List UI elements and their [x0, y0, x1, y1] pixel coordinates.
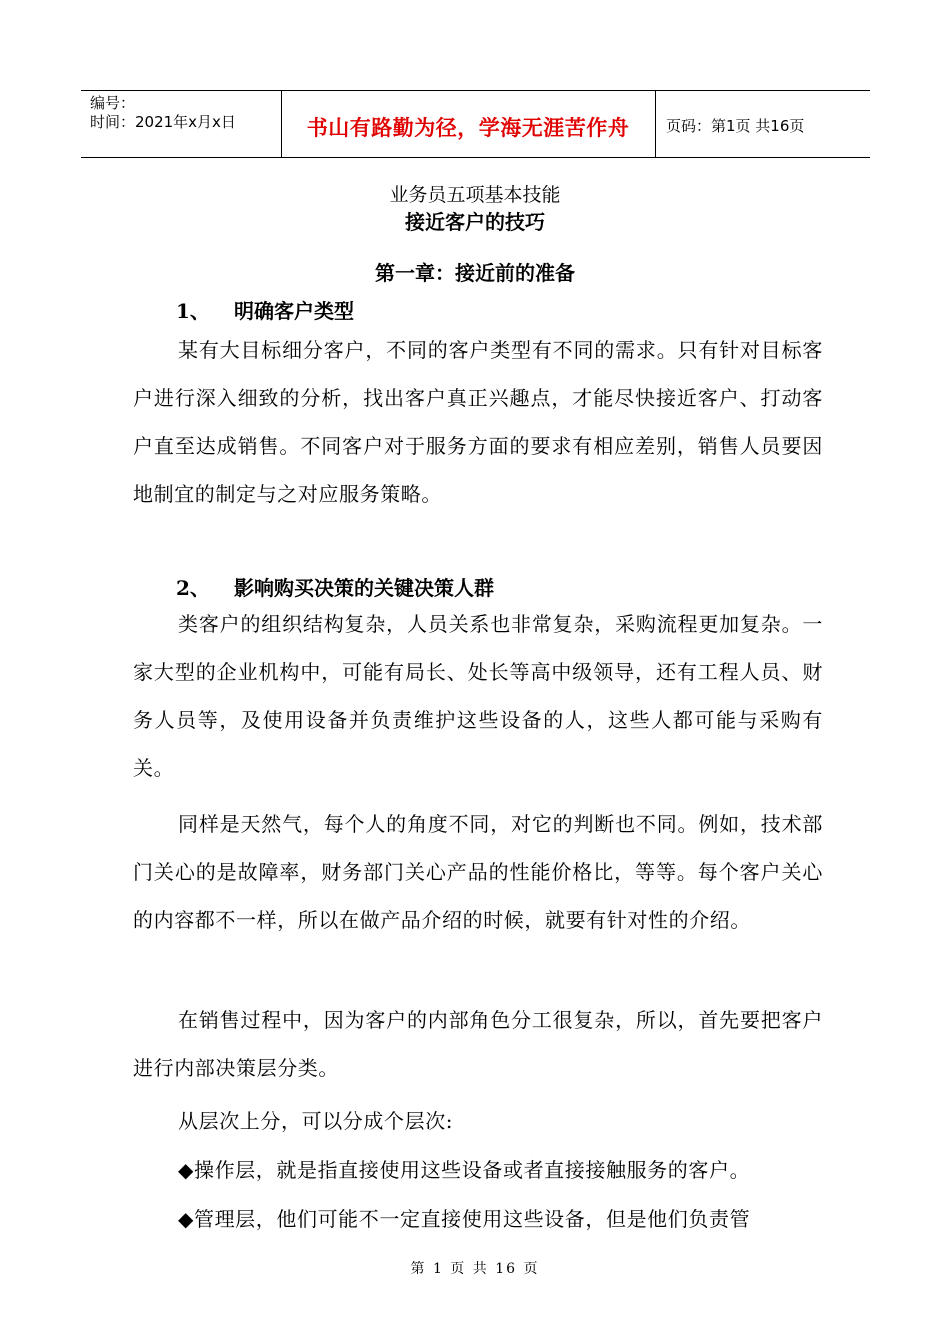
- header-top-rule: [81, 90, 870, 91]
- header-divider-right: [655, 90, 656, 158]
- section-heading-1: [176, 295, 354, 324]
- page-footer: 第 1 页 共 16 页: [410, 1261, 540, 1277]
- section-number: 2、: [176, 576, 210, 600]
- paragraph: 某有大目标细分客户，不同的客户类型有不同的需求。只有针对目标客户进行深入细致的分析，找出客户真正兴趣点，才能尽快接近客户、打动客户直至达成销售。不同客户对于服务方面的要求有相应差别，销售人员要因地制宜的制定与之对应服务策略。: [133, 338, 823, 506]
- header-motto: 书山有路勤为径，学海无涯苦作舟: [306, 116, 630, 140]
- paragraph: 同样是天然气，每个人的角度不同，对它的判断也不同。例如，技术部门关心的是故障率，财务部门关心产品的性能价格比，等等。每个客户关心的内容都不一样，所以在做产品介绍的时候，就要有针对性的介绍。: [133, 812, 823, 932]
- bullet-item: ◆管理层，他们可能不一定直接使用这些设备，但是他们负责管: [178, 1207, 751, 1231]
- section-title: 明确客户类型: [234, 299, 354, 323]
- bullet-item: ◆操作层，就是指直接使用这些设备或者直接接触服务的客户。: [178, 1158, 751, 1182]
- header-bottom-rule: [81, 157, 870, 158]
- time-label: 时间：2021年x月x日: [90, 113, 236, 131]
- paragraph: 从层次上分，可以分成个层次:: [178, 1109, 454, 1133]
- chapter-heading: 第一章：接近前的准备: [375, 261, 575, 285]
- section-title: 影响购买决策的关键决策人群: [234, 576, 494, 600]
- paragraph: 在销售过程中，因为客户的内部角色分工很复杂，所以，首先要把客户进行内部决策层分类。: [133, 1008, 823, 1080]
- document-subtitle: 业务员五项基本技能: [389, 184, 561, 206]
- number-label: 编号：: [90, 94, 136, 112]
- section-heading-2: [176, 572, 494, 601]
- header-meta: [90, 94, 236, 132]
- document-title: 接近客户的技巧: [405, 210, 545, 234]
- header-page-info: 页码：第1页 共16页: [666, 117, 805, 135]
- paragraph: 类客户的组织结构复杂，人员关系也非常复杂，采购流程更加复杂。一家大型的企业机构中，可能有局长、处长等高中级领导，还有工程人员、财务人员等，及使用设备并负责维护这些设备的人，这些人都可能与采购有关。: [133, 612, 823, 780]
- section-number: 1、: [176, 299, 210, 323]
